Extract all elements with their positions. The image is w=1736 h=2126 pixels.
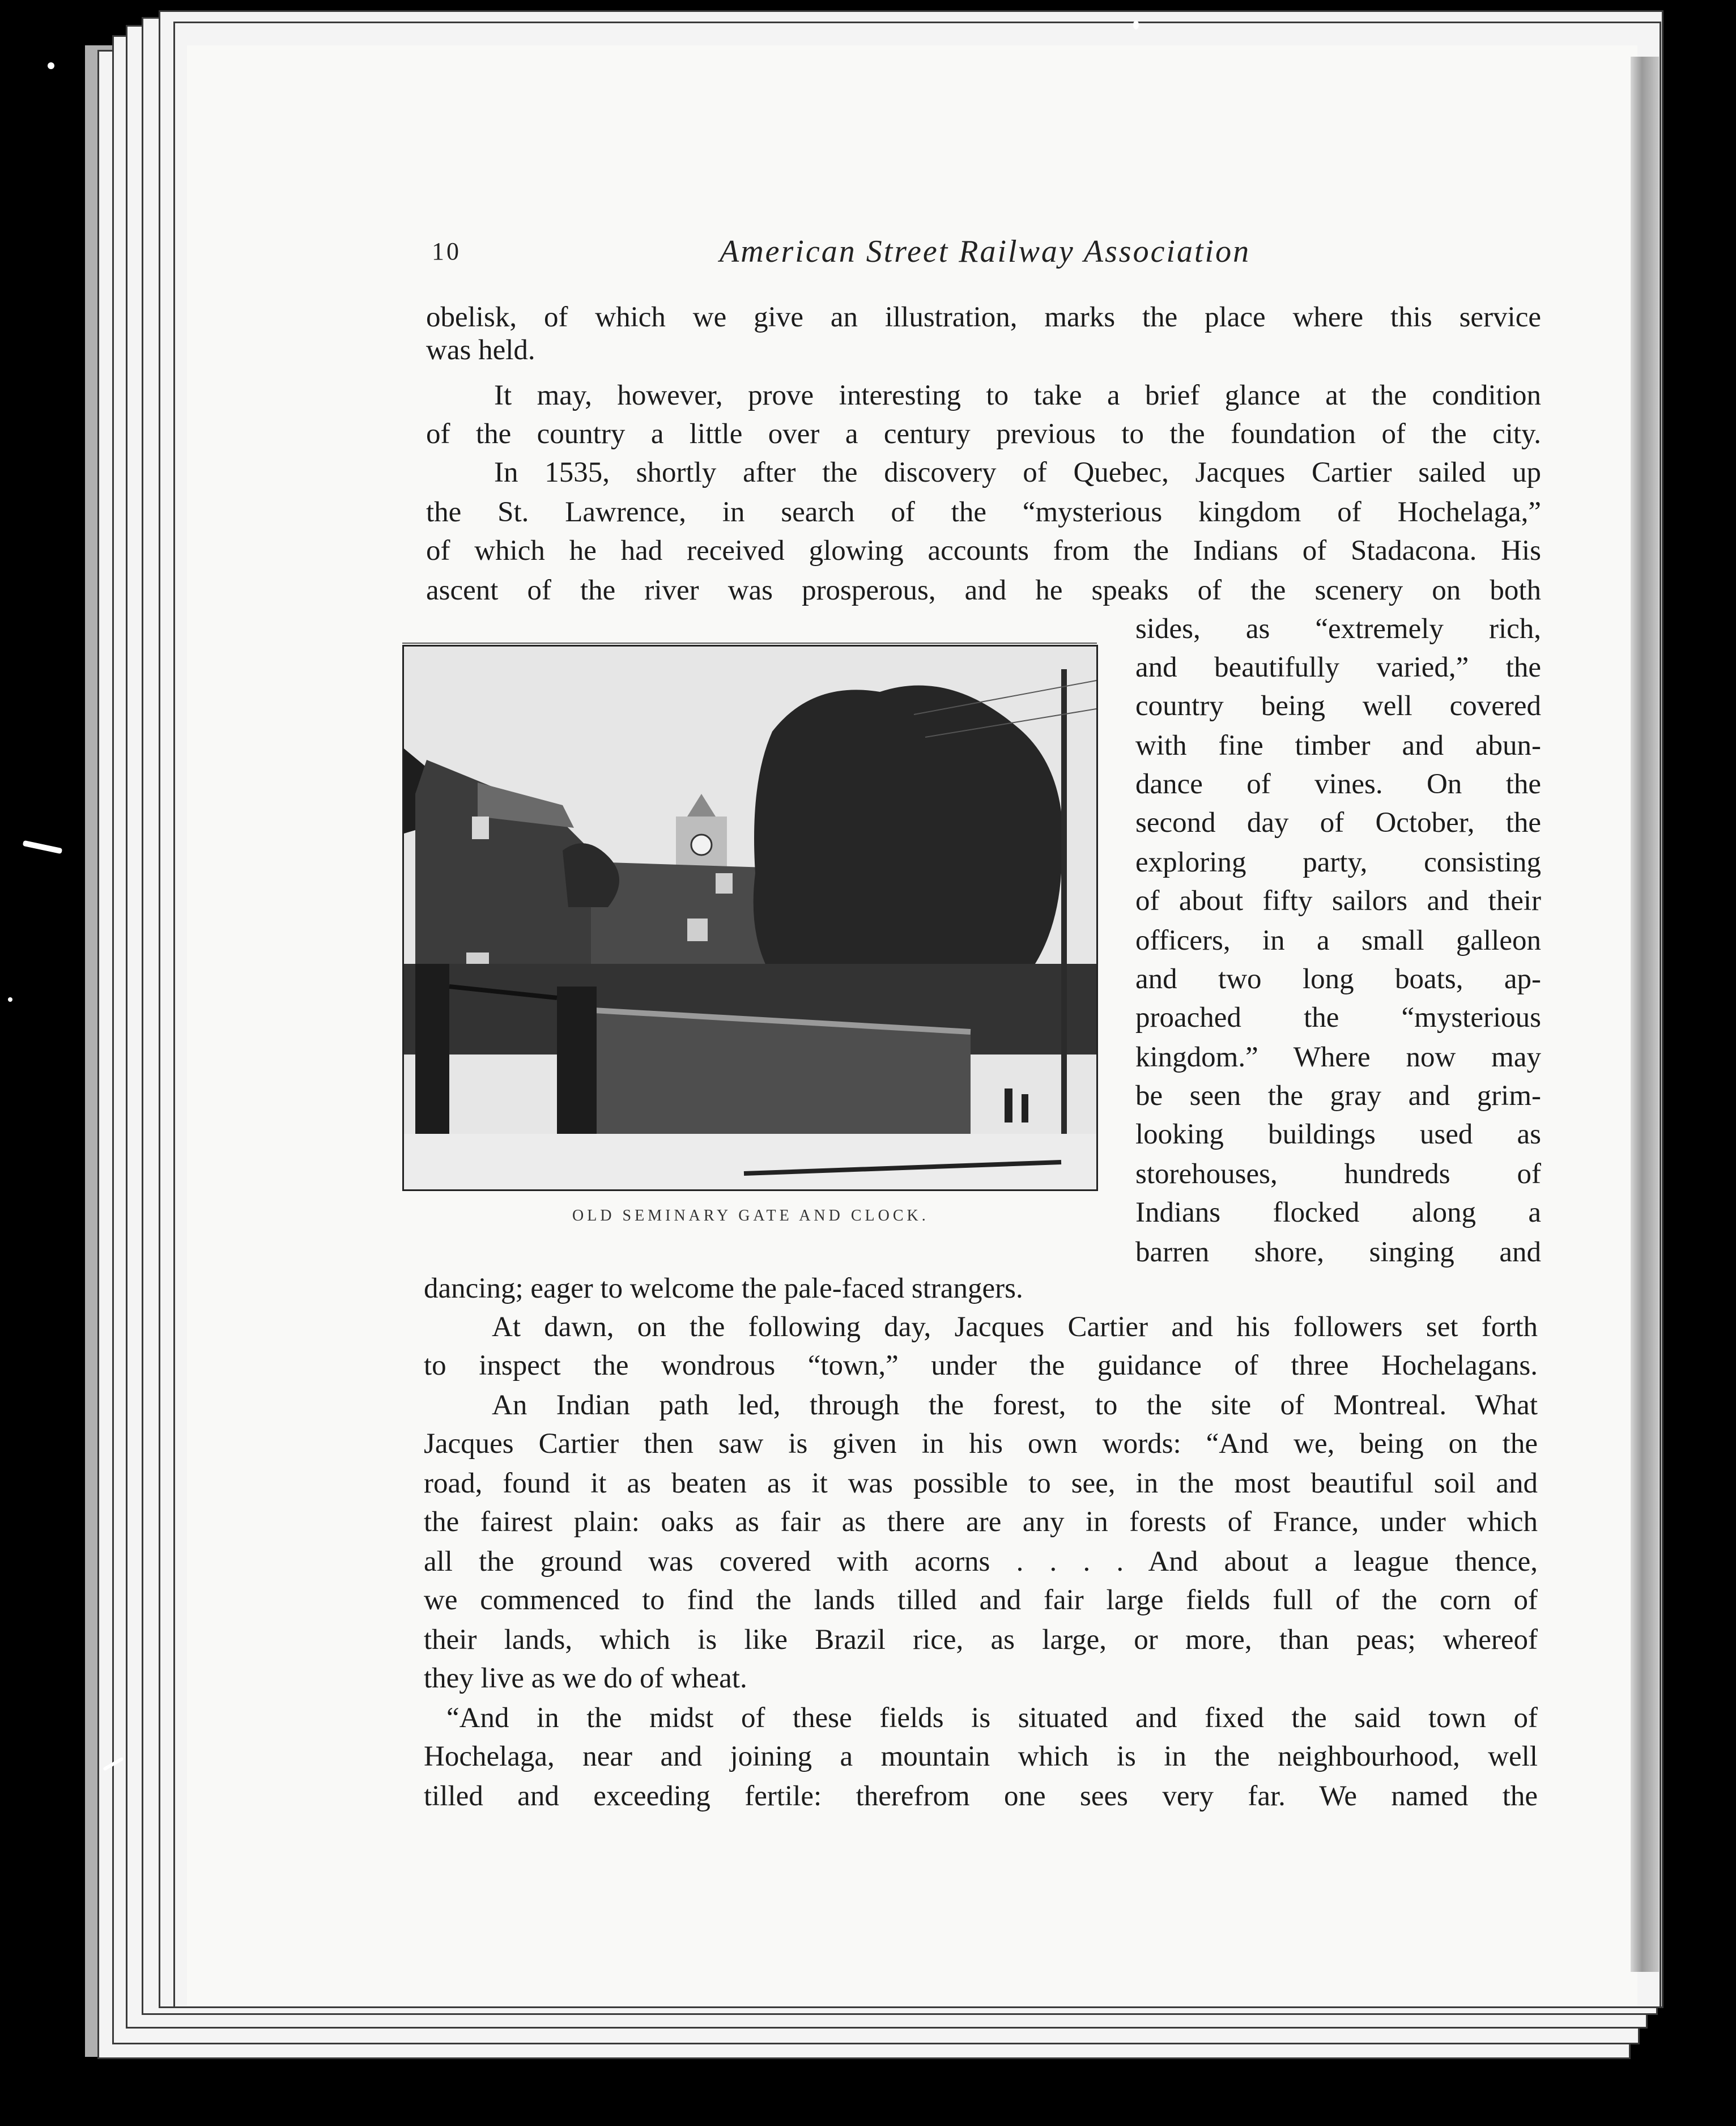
text-line: we commenced to find the lands tilled and fair large fields full of the corn of <box>424 1584 1538 1616</box>
window <box>716 873 733 894</box>
column-text-line: country being well covered <box>1135 690 1541 722</box>
text-line: of the country a little over a century previous to the foundation of the city. <box>426 418 1541 450</box>
column-text-line: dance of vines. On the <box>1135 768 1541 800</box>
text-line: Jacques Cartier then saw is given in his own words: “And we, being on the <box>424 1428 1538 1460</box>
text-line: they live as we do of wheat. <box>424 1662 747 1694</box>
text-line: was held. <box>426 334 535 366</box>
gate-pillar-right <box>557 987 597 1145</box>
scan-speck <box>48 62 54 69</box>
column-text-line: barren shore, singing and <box>1135 1236 1541 1268</box>
telegraph-pole <box>1061 669 1067 1168</box>
column-text-line: of about fifty sailors and their <box>1135 885 1541 917</box>
scan-speck <box>23 840 63 854</box>
column-text-line: proached the “mysterious <box>1135 1002 1541 1034</box>
text-line: of which he had received glowing accounts from the Indians of Stadacona. His <box>426 535 1541 567</box>
column-text-line: officers, in a small galleon <box>1135 925 1541 956</box>
running-head: American Street Railway Association <box>720 234 1251 269</box>
text-line: their lands, which is like Brazil rice, as large, or more, than peas; whereof <box>424 1624 1538 1656</box>
text-line: It may, however, prove interesting to take a brief glance at the condition <box>494 380 1541 411</box>
seminary-gate-photo <box>402 645 1098 1191</box>
text-line: “And in the midst of these fields is situated and fixed the said town of <box>446 1702 1538 1734</box>
large-tree <box>754 686 1063 1009</box>
page-number: 10 <box>432 237 461 265</box>
clock-face <box>691 835 712 855</box>
column-text-line: and beautifully varied,” the <box>1135 652 1541 683</box>
illustration-caption: OLD SEMINARY GATE AND CLOCK. <box>572 1207 929 1224</box>
scan-speck <box>1133 20 1139 29</box>
text-line: dancing; eager to welcome the pale-faced strangers. <box>424 1273 1023 1304</box>
column-text-line: be seen the gray and grim- <box>1135 1080 1541 1112</box>
text-line: road, found it as beaten as it was possible to see, in the most beautiful soil and <box>424 1468 1538 1499</box>
text-line: obelisk, of which we give an illustration, marks the place where this service <box>426 301 1541 333</box>
illustration-rule <box>402 643 1097 644</box>
text-line: tilled and exceeding fertile: therefrom one sees very far. We named the <box>424 1780 1538 1812</box>
pedestrian <box>1022 1094 1028 1122</box>
page-gutter-shadow <box>1631 57 1659 1972</box>
text-line: At dawn, on the following day, Jacques Cartier and his followers set forth <box>492 1311 1538 1343</box>
pedestrian <box>1005 1088 1012 1122</box>
column-text-line: second day of October, the <box>1135 807 1541 839</box>
text-line: to inspect the wondrous “town,” under the guidance of three Hochelagans. <box>424 1350 1538 1381</box>
column-text-line: looking buildings used as <box>1135 1119 1541 1150</box>
column-text-line: sides, as “extremely rich, <box>1135 613 1541 645</box>
text-line: the fairest plain: oaks as fair as there are any in forests of France, under which <box>424 1506 1538 1538</box>
column-text-line: Indians flocked along a <box>1135 1197 1541 1228</box>
column-text-line: and two long boats, ap- <box>1135 963 1541 995</box>
column-text-line: storehouses, hundreds of <box>1135 1158 1541 1190</box>
photo-graphic <box>404 647 1096 1189</box>
text-line: the St. Lawrence, in search of the “mysterious kingdom of Hochelaga,” <box>426 496 1541 528</box>
text-line: ascent of the river was prosperous, and he speaks of the scenery on both <box>426 575 1541 606</box>
text-line: all the ground was covered with acorns . . . . And about a league thence, <box>424 1546 1538 1578</box>
window <box>687 919 708 941</box>
text-line: An Indian path led, through the forest, to the site of Montreal. What <box>492 1389 1538 1421</box>
scan-speck <box>8 997 12 1002</box>
gate-pillar-left <box>415 964 449 1145</box>
street <box>404 1134 1096 1189</box>
window <box>472 817 489 839</box>
text-line: In 1535, shortly after the discovery of Quebec, Jacques Cartier sailed up <box>494 457 1541 488</box>
column-text-line: exploring party, consisting <box>1135 847 1541 878</box>
column-text-line: with fine timber and abun- <box>1135 730 1541 762</box>
text-line: Hochelaga, near and joining a mountain which is in the neighbourhood, well <box>424 1741 1538 1772</box>
column-text-line: kingdom.” Where now may <box>1135 1041 1541 1073</box>
